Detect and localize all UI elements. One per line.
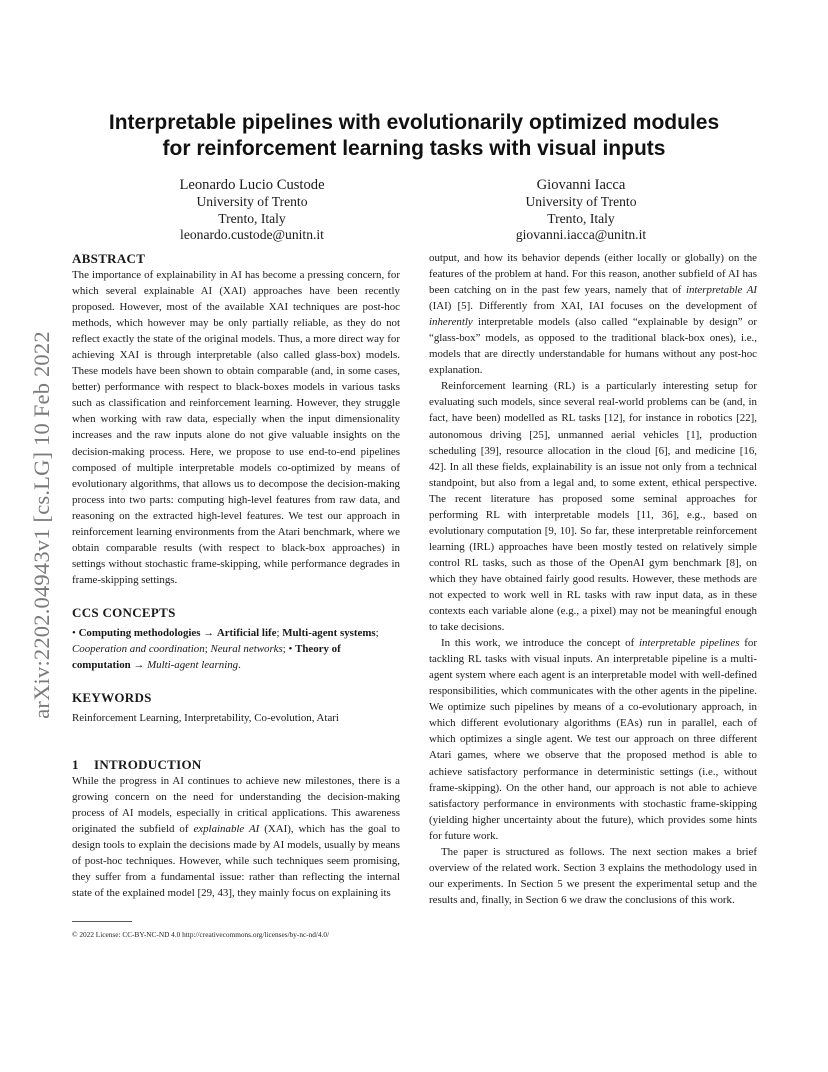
author-affiliation: University of Trento: [196, 194, 308, 209]
author-affiliation: University of Trento: [525, 194, 637, 209]
paper-title: [70, 110, 758, 162]
author-email[interactable]: giovanni.iacca@unitn.it: [515, 227, 647, 242]
ccs-concepts: • Computing methodologies → Artificial life; Multi-agent systems; Cooperation and coordination; Neural networks; • Theory of computation → Multi-agent learning.: [72, 626, 379, 672]
ccs-heading: CCS CONCEPTS: [72, 604, 176, 620]
intro-paragraph-3: In this work, we introduce the concept of interpretable pipelines for tackling RL tasks with visual inputs. An interpretable pipeline is a multi-agent system where each agent is an interpretable model with well-defined responsibilities, which communicates with the other agents in the pipeline. We optimize such pipelines by means of a co-evolutionary approach, in which different evolutionary algorithms (EAs) run in parallel, each of which optimizes a single agent. We test our approach on three different Atari games, where we observe that the proposed method is able to achieve satisfactory performance in deterministic settings (i.e., without frame-skipping). On the other hand, our approach is not able to achieve satisfactory performance in environments with stochastic frame-skipping (yielding higher uncertainty about the future), which provides some hints for future work.: [429, 637, 757, 842]
ccs-multi-agent-learning: Multi-agent learning: [147, 659, 239, 672]
ccs-artificial-life: Artificial life: [216, 626, 277, 639]
author-block-2: [431, 176, 731, 244]
left-column: [72, 250, 400, 902]
arxiv-stamp: [24, 290, 60, 760]
keywords-heading: KEYWORDS: [72, 690, 152, 706]
abstract-text: The importance of explainability in AI has become a pressing concern, for which several explainable AI (XAI) approaches have been recently proposed. However, most of the available XAI techniques are post-hoc methods, which however may be only partially reliable, as they do not reflect exactly the state of the original models. Thus, a more direct way for achieving XAI is through interpretable (also called glass-box) models. These models have been shown to obtain comparable (and, in some cases, better) performance with respect to black-boxes models in various tasks such as classification and reinforcement learning. However, they struggle when working with raw data, especially when the input dimensionality increases and the raw inputs alone do not give valuable insights on the decision-making process. Here, we propose to use end-to-end pipelines composed of multiple interpretable models co-optimized by means of evolutionary algorithms, that allows us to decompose the decision-making process into two parts: computing high-level features from raw data, and reasoning on the extracted high-level features. We test our approach in reinforcement learning environments from the Atari benchmark, where we obtain comparable results (with respect to black-box approaches) in settings without stochastic frame-skipping, while performance degrades in frame-skipping settings.: [72, 269, 400, 586]
ccs-neural-networks: Neural networks: [210, 642, 283, 655]
author-email[interactable]: leonardo.custode@unitn.it: [180, 227, 324, 242]
ccs-computing-methodologies: Computing methodologies: [78, 626, 201, 639]
ccs-cooperation: Cooperation and coordination: [72, 642, 205, 655]
title-line-2: for reinforcement learning tasks with visual inputs: [162, 137, 666, 160]
arxiv-identifier: arXiv:2202.04943v1 [cs.LG] 10 Feb 2022: [29, 331, 54, 719]
intro-paragraph-4: The paper is structured as follows. The next section makes a brief overview of the related work. Section 3 explains the methodology used in our experiments. In Section 5 we present the experimental setup and the results and, finally, in Section 6 we draw the conclusions of this work.: [429, 845, 757, 906]
author-location: Trento, Italy: [218, 210, 286, 226]
section-number: 1: [72, 757, 79, 773]
keywords-text: Reinforcement Learning, Interpretability, Co-evolution, Atari: [72, 712, 339, 725]
author-name: Giovanni Iacca: [536, 177, 626, 193]
abstract-heading: ABSTRACT: [72, 251, 146, 266]
intro-paragraph-2: Reinforcement learning (RL) is a particularly interesting setup for evaluating such models, since several real-world problems can be (and, in fact, have been) modelled as RL tasks [12], for instance in robotics [22], autonomous driving [25], unmanned aerial vehicles [1], production scheduling [39], resource allocation in the cloud [6], and medicine [16, 42]. In all these fields, explainability is an issue not only from a technical standpoint, but also from a legal and, to some extent, ethical perspective. The recent literature has proposed some seminal approaches for performing RL with interpretable models [11, 36], e.g., based on evolutionary computation [9, 10]. So far, these interpretable reinforcement learning (IRL) approaches have been mostly tested on relatively simple control RL tasks, such as those of the OpenAI gym benchmark [8], on which they have obtained fairly good results. However, these methods are not expected to work well in RL tasks with raw input data, as in these contexts each variable alone (e.g., a pixel) may not be meaningful enough to take decisions.: [429, 380, 757, 634]
ccs-theory-of-computation: Theory of computation: [72, 642, 341, 672]
ccs-multi-agent-systems: Multi-agent systems: [282, 626, 376, 639]
intro-heading: [72, 756, 400, 773]
title-line-1: Interpretable pipelines with evolutionarily optimized modules: [108, 111, 720, 134]
license-footer: © 2022 License: CC-BY-NC-ND 4.0 http://creativecommons.org/licenses/by-nc-nd/4.0/: [72, 930, 330, 939]
section-title: INTRODUCTION: [94, 757, 202, 773]
footer-rule: [72, 921, 132, 922]
author-block-1: [102, 176, 402, 244]
intro-paragraph-1-continued: output, and how its behavior depends (either locally or globally) on the features of the problem at hand. For this reason, another subfield of AI has been catching on in the past few years, namely that of interpretable AI (IAI) [5]. Differently from XAI, IAI focuses on the development of inherently interpretable models (also called “explainable by design” or “glass-box” models, as opposed to the traditional black-box ones), i.e., models that are directly understandable for humans without any post-hoc explanation.: [429, 252, 758, 377]
author-location: Trento, Italy: [547, 210, 615, 226]
right-column: [429, 250, 757, 908]
intro-paragraph-1: While the progress in AI continues to achieve new milestones, there is a growing concern on the need for understanding the decision-making process of AI models, especially in critical applications. This awareness originated the subfield of explainable AI (XAI), which has the goal to design tools to explain the decisions made by AI models, usually by means of post-hoc techniques. However, while such techniques seem promising, they suffer from a fundamental issue: rather than reflecting the internal state of the explained model [29, 43], they mainly focus on explaining its: [72, 775, 400, 900]
author-name: Leonardo Lucio Custode: [179, 177, 325, 193]
